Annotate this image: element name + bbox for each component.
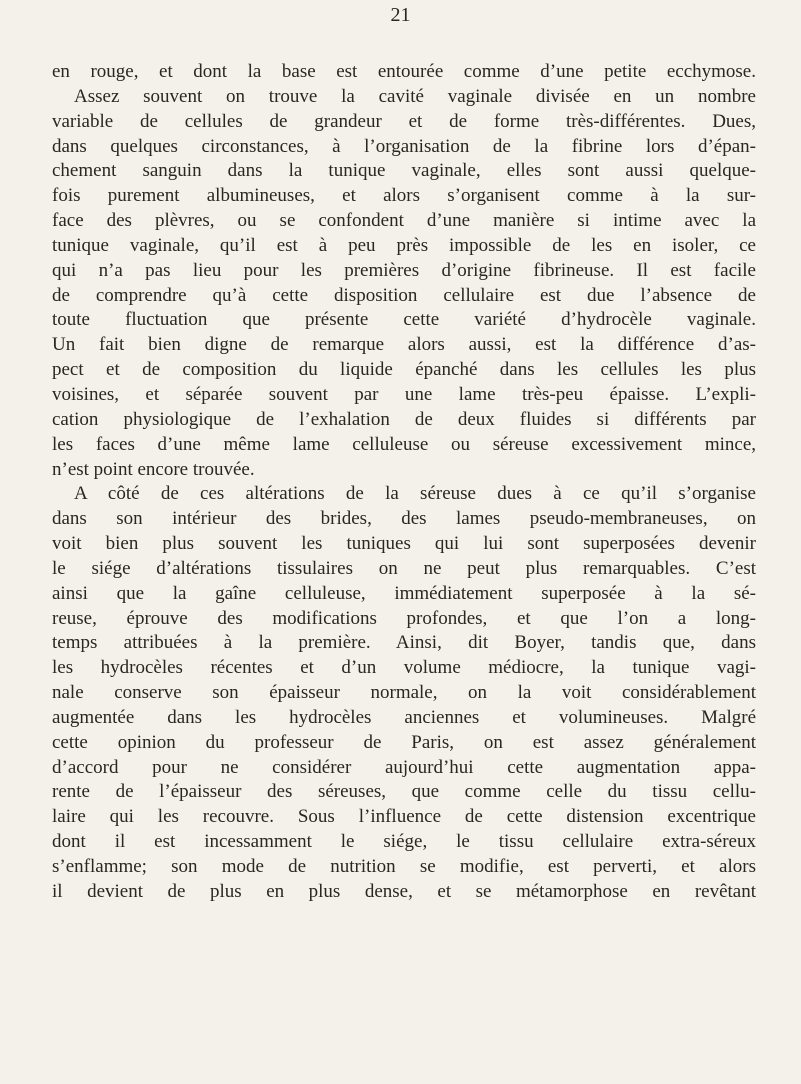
text-line: reuse, éprouve des modifications profondes, et que l’on a long- xyxy=(52,607,756,629)
text-line: Un fait bien digne de remarque alors aussi, est la différence d’as- xyxy=(52,334,756,356)
text-line: le siége d’altérations tissulaires on ne peut plus remarquables. C’est xyxy=(52,557,756,579)
text-line: rente de l’épaisseur des séreuses, que comme celle du tissu cellu- xyxy=(52,781,756,803)
text-line: cation physiologique de l’exhalation de deux fluides si différents par xyxy=(52,408,756,430)
page-number: 21 xyxy=(390,4,411,26)
text-line: Assez souvent on trouve la cavité vaginale divisée en un nombre xyxy=(74,85,756,107)
text-line: voisines, et séparée souvent par une lame très-peu épaisse. L’expli- xyxy=(52,383,756,405)
text-line: face des plèvres, ou se confondent d’une manière si intime avec la xyxy=(52,210,756,232)
text-line: dans quelques circonstances, à l’organisation de la fibrine lors d’épan- xyxy=(52,135,756,157)
text-line: A côté de ces altérations de la séreuse dues à ce qu’il s’organise xyxy=(74,483,756,505)
text-line: de comprendre qu’à cette disposition cellulaire est due l’absence de xyxy=(52,284,756,306)
text-line: les hydrocèles récentes et d’un volume médiocre, la tunique vagi- xyxy=(52,657,756,679)
text-line: dans son intérieur des brides, des lames pseudo-membraneuses, on xyxy=(52,508,756,530)
text-line: pect et de composition du liquide épanché dans les cellules les plus xyxy=(52,359,756,381)
text-line: ainsi que la gaîne celluleuse, immédiatement superposée à la sé- xyxy=(52,582,756,604)
text-line: n’est point encore trouvée. xyxy=(52,458,255,480)
text-line: toute fluctuation que présente cette variété d’hydrocèle vaginale. xyxy=(52,309,756,331)
text-line: chement sanguin dans la tunique vaginale, elles sont aussi quelque- xyxy=(52,160,756,182)
text-line: s’enflamme; son mode de nutrition se modifie, est perverti, et alors xyxy=(52,856,756,877)
text-line: temps attribuées à la première. Ainsi, dit Boyer, tandis que, dans xyxy=(52,632,756,654)
text-line: d’accord pour ne considérer aujourd’hui cette augmentation appa- xyxy=(52,756,756,778)
text-line: en rouge, et dont la base est entourée comme d’une petite ecchymose. xyxy=(52,61,756,82)
text-line: les faces d’une même lame celluleuse ou séreuse excessivement mince, xyxy=(52,433,756,455)
text-line: variable de cellules de grandeur et de forme très-différentes. Dues, xyxy=(52,110,756,132)
text-line: dont il est incessamment le siége, le tissu cellulaire extra-séreux xyxy=(52,831,756,853)
text-line: qui n’a pas lieu pour les premières d’origine fibrineuse. Il est facile xyxy=(52,259,756,281)
text-line: fois purement albumineuses, et alors s’organisent comme à la sur- xyxy=(52,185,756,207)
text-line: voit bien plus souvent les tuniques qui lui sont superposées devenir xyxy=(52,533,756,555)
text-line: augmentée dans les hydrocèles anciennes et volumineuses. Malgré xyxy=(52,706,756,728)
text-line: tunique vaginale, qu’il est à peu près impossible de les en isoler, ce xyxy=(52,234,756,256)
text-line: cette opinion du professeur de Paris, on est assez généralement xyxy=(52,731,756,753)
text-line: nale conserve son épaisseur normale, on la voit considérablement xyxy=(52,682,756,704)
text-line: il devient de plus en plus dense, et se métamorphose en revêtant xyxy=(52,880,756,902)
text-line: laire qui les recouvre. Sous l’influence de cette distension excentrique xyxy=(52,806,756,828)
body-text xyxy=(52,60,756,905)
